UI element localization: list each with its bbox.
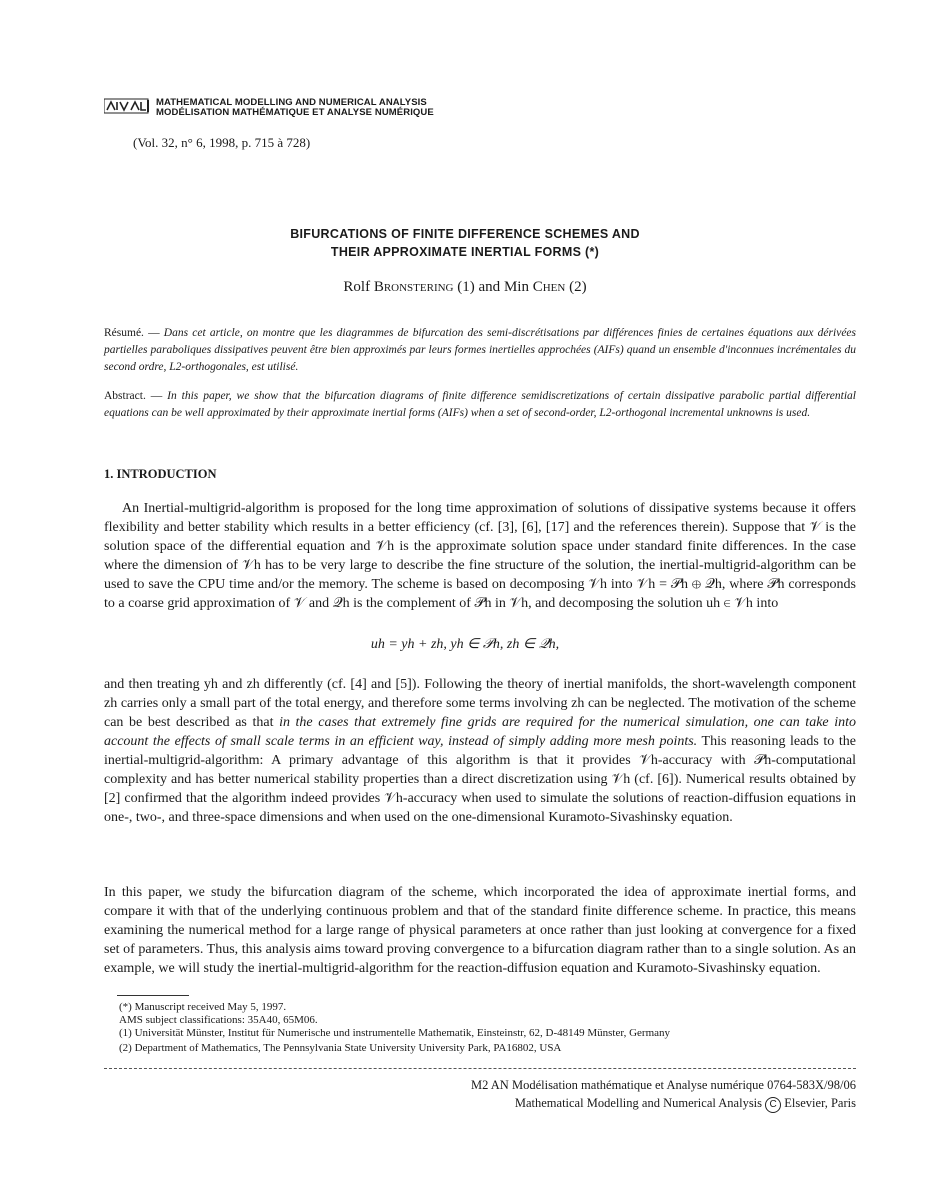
footer-journal-en: Mathematical Modelling and Numerical Analysis xyxy=(514,1096,763,1110)
section-heading: 1. INTRODUCTION xyxy=(104,467,217,481)
journal-name-en: MATHEMATICAL MODELLING AND NUMERICAL ANALYSIS xyxy=(156,97,427,108)
author-1-mark: (1) xyxy=(457,279,475,295)
resume-text: Dans cet article, on montre que les diagrammes de bifurcation des semi-discrétisations par différences finies de certaines équations aux dérivées partielles paraboliques dissipatives peuvent être bien approximés par leurs formes inertielles approchées (AIFs) quand un ensemble d'inconnues incrémentales du second ordre, L2-orthogonales, est utilisé. xyxy=(104,327,856,373)
paper-title-line2: THEIR APPROXIMATE INERTIAL FORMS (*) xyxy=(330,245,600,259)
footnote-affiliation-1: (1) Universität Münster, Institut für Numerische und instrumentelle Mathematik, Einsteinstr, 62, D-48149 Münster, Germany xyxy=(119,1027,671,1039)
paragraph-text: In this paper, we study the bifurcation diagram of the scheme, which incorporated the idea of approximate inertial forms, and compare it with that of the underlying continuous problem and that of the standard finite difference scheme. In practice, this means examining the numerical method for a large range of physical parameters at once rather than just looking at convergence for a fixed set of parameters. Thus, this analysis aims toward proving convergence to a bifurcation diagram rather than to a single solution. As an example, we will study the inertial-multigrid-algorithm for the reaction-diffusion equation and Kuramoto-Sivashinsky equation. xyxy=(104,885,856,976)
journal-name-fr: MODÉLISATION MATHÉMATIQUE ET ANALYSE NUMÉRIQUE xyxy=(156,107,434,118)
journal-logo xyxy=(104,97,150,115)
footnote-affiliation-2: (2) Department of Mathematics, The Pennsylvania State University University Park, PA16802, USA xyxy=(119,1042,562,1054)
emphasized-text: in the cases that extremely fine grids are required for the numerical simulation, one can take into account the effects of small scale terms in an efficient way, instead of simply adding more mesh points. xyxy=(104,715,856,749)
author-conjunction: and xyxy=(478,279,501,295)
footer-publisher-name: Elsevier, Paris xyxy=(784,1096,856,1110)
abstract-block xyxy=(104,388,856,422)
author-line xyxy=(0,279,930,296)
paragraph-text: and then treating yh and zh differently (cf. [4] and [5]). Following the theory of inertial manifolds, the short-wavelength component zh carries only a small part of the total energy, and therefore some terms involving zh can be neglected. The motivation of the scheme can be best described as that xyxy=(104,677,856,730)
footnote-received: (*) Manuscript received May 5, 1997. xyxy=(119,1001,287,1013)
paper-title-line1: BIFURCATIONS OF FINITE DIFFERENCE SCHEMES AND xyxy=(290,227,640,241)
paragraph-text: An Inertial-multigrid-algorithm is proposed for the long time approximation of solutions of dissipative systems because it offers flexibility and better stability which results in a better efficiency (cf. [3], [6], [17] and the references therein). Suppose that 𝒱 is the solution space of the differential equation and 𝒱h is the approximate solution space under standard finite differences. In the case where the dimension of 𝒱h has to be very large to describe the fine structure of the solution, the inertial-multigrid-algorithm can be used to save the CPU time and/or the memory. The scheme is based on decomposing 𝒱h into 𝒱h = 𝒫h ⊕ 𝒬h, where 𝒫h corresponds to a coarse grid approximation of 𝒱 and 𝒬h is the complement of 𝒫h in 𝒱h, and decomposing the solution uh ∈ 𝒱h into xyxy=(104,501,856,611)
footnote-divider xyxy=(117,995,189,996)
author-1-given: Rolf xyxy=(343,279,371,295)
intro-paragraph-2 xyxy=(104,883,856,978)
footer-publisher xyxy=(515,1096,856,1113)
intro-paragraph-1a xyxy=(104,499,856,613)
page-bottom-divider xyxy=(104,1068,856,1070)
author-2-given: Min xyxy=(503,279,529,295)
abstract-text: In this paper, we show that the bifurcation diagrams of finite difference semidiscretizations of certain dissipative parabolic partial differential equations can be well approximated by their approximate inertial forms (AIFs) when a set of second-order, L2-orthogonal incremental unknowns is used. xyxy=(104,390,857,419)
footnote-ams: AMS subject classifications: 35A40, 65M06. xyxy=(119,1014,318,1026)
footer-journal: M2 AN Modélisation mathématique et Analyse numérique 0764-583X/98/06 xyxy=(470,1078,856,1092)
resume-block xyxy=(104,325,856,376)
author-2-mark: (2) xyxy=(569,279,587,295)
paragraph-text: This reasoning leads to the inertial-multigrid-algorithm: A primary advantage of this algorithm is that it provides 𝒱h-accuracy with 𝒫h-computational complexity and has better numerical stability properties than a direct discretization using 𝒱h (cf. [6]). Numerical results obtained by [2] confirmed that the algorithm indeed provides 𝒱h-accuracy when used to simulate the solutions of reaction-diffusion equations in one-, two-, and three-space dimensions and when used on the one-dimensional Kuramoto-Sivashinsky equation. xyxy=(104,734,856,825)
copyright-icon: C xyxy=(765,1097,781,1113)
intro-paragraph-1b xyxy=(104,675,856,827)
volume-info: (Vol. 32, n° 6, 1998, p. 715 à 728) xyxy=(133,135,311,150)
decomposition-equation: uh = yh + zh, yh ∈ 𝒫h, zh ∈ 𝒬h, xyxy=(370,637,560,652)
resume-label: Résumé. — xyxy=(104,327,160,339)
abstract-label: Abstract. — xyxy=(104,390,163,402)
author-1-family: Bronstering xyxy=(373,279,454,295)
author-2-family: Chen xyxy=(532,279,566,295)
